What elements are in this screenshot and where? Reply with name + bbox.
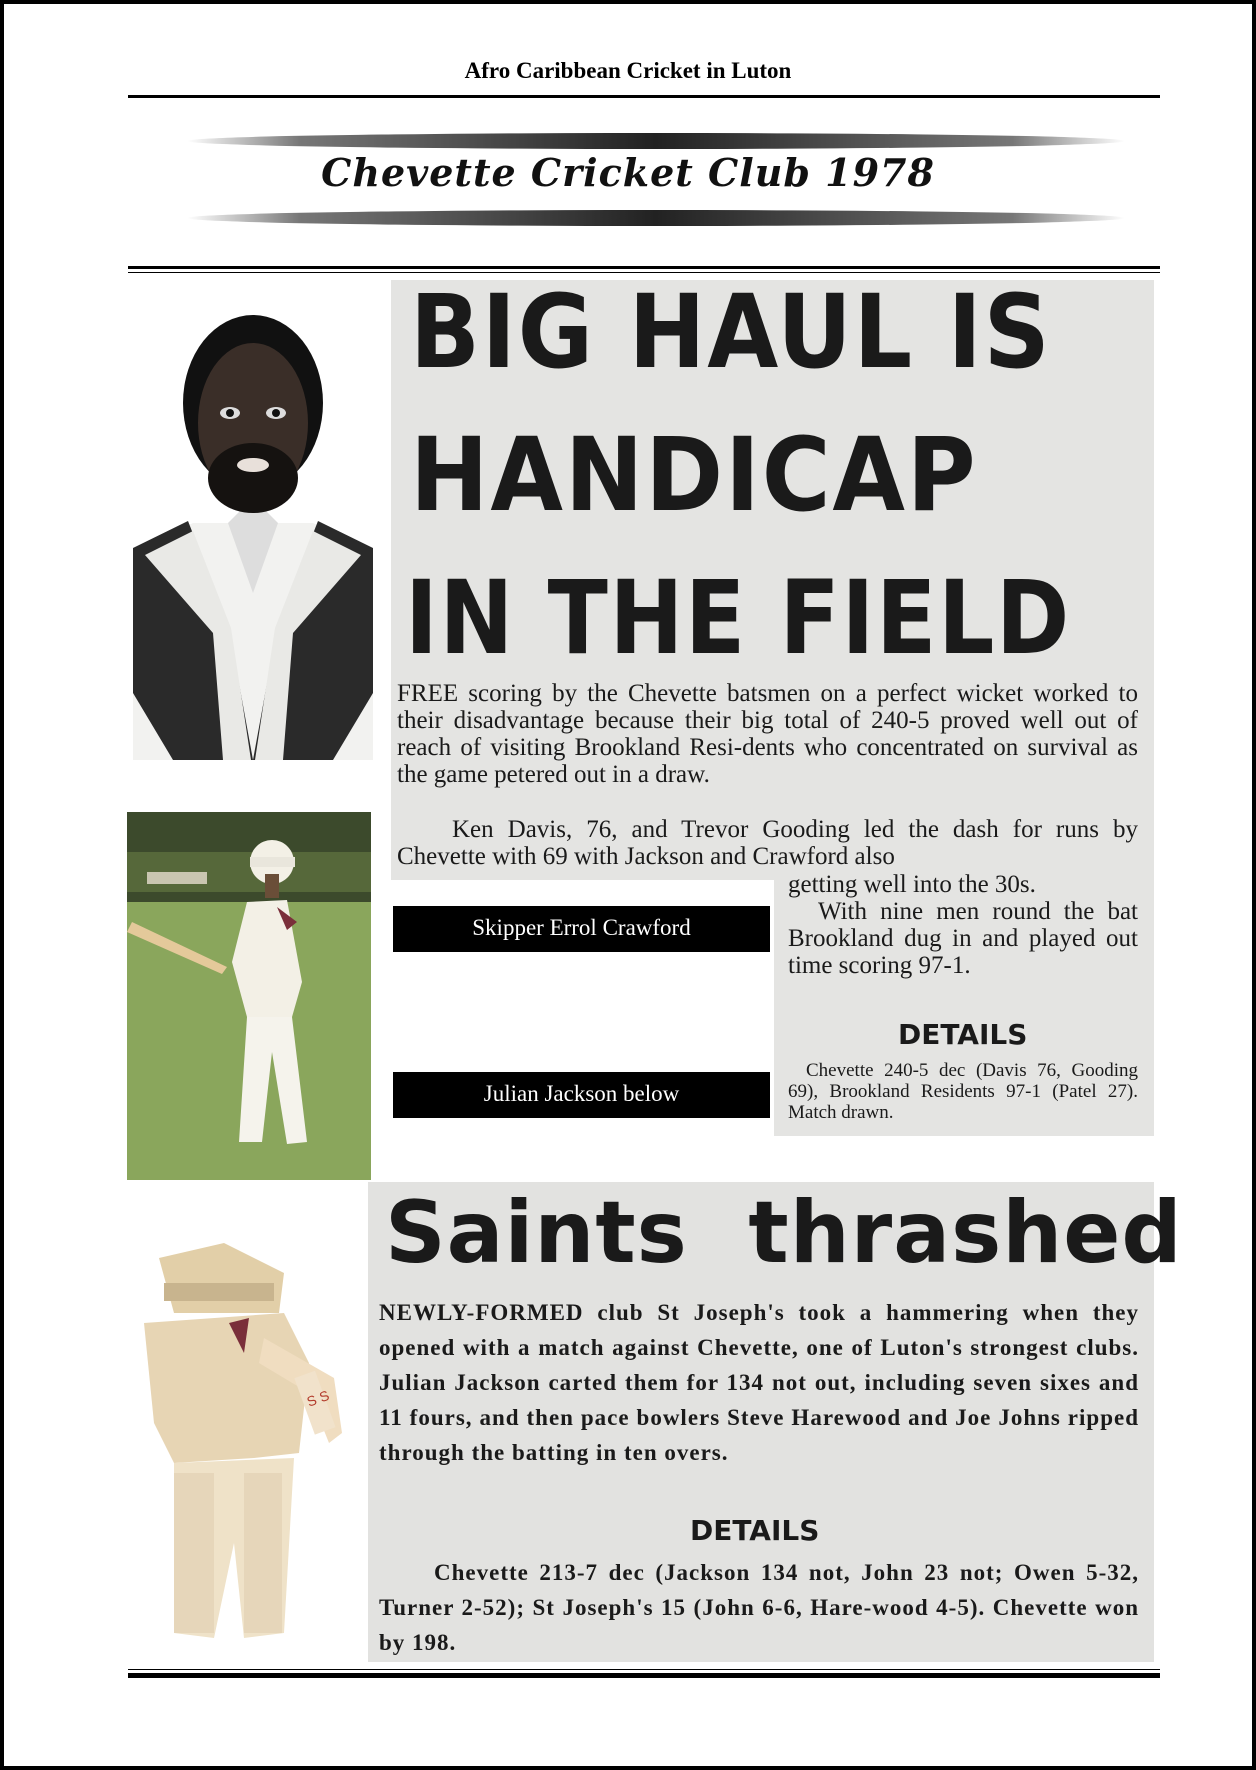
double-rule-bottom-b [128, 1673, 1160, 1678]
skipper-batting-photo [127, 812, 371, 1180]
article1-paragraph1: FREE scoring by the Chevette batsmen on a perfect wicket worked to their disadvantage because their big total of 240-5 proved well out of reach of visiting Brookland Resi-dents who concentrated on survival as the game petered out in a draw. [397, 680, 1138, 788]
article1-headline-line3: IN THE FIELD [405, 559, 1071, 678]
double-rule-top-a [128, 266, 1160, 269]
article2-headline: Saints thrashed [385, 1183, 1183, 1283]
caption-skipper: Skipper Errol Crawford [393, 906, 770, 952]
julian-jackson-photo [134, 1243, 348, 1643]
article1-details-heading: DETAILS [898, 1018, 1028, 1051]
caption-julian-jackson: Julian Jackson below [393, 1072, 770, 1118]
article1-details-text: Chevette 240-5 dec (Davis 76, Gooding 69), Brookland Residents 97-1 (Patel 27). Match drawn. [788, 1060, 1138, 1123]
article1-headline-line1: BIG HAUL IS [410, 273, 1052, 392]
article1-paragraph2-continued: getting well into the 30s. [788, 871, 1036, 898]
header-rule [128, 95, 1160, 98]
article2-details-heading: DETAILS [690, 1514, 820, 1547]
banner-bottom-bar [187, 210, 1125, 226]
banner-top-bar [187, 133, 1125, 149]
article2-details-text: Chevette 213-7 dec (Jackson 134 not, John 23 not; Owen 5-32, Turner 2-52); St Joseph's 15 (John 6-6, Hare-wood 4-5). Chevette won by 198. [379, 1560, 1139, 1655]
banner-title: Chevette Cricket Club 1978 [321, 150, 935, 195]
running-head: Afro Caribbean Cricket in Luton [464, 58, 792, 83]
article1-headline-line2: HANDICAP [410, 416, 978, 535]
svg-text:S S: S S [304, 1386, 332, 1410]
article2-paragraph1: NEWLY-FORMED club St Joseph's took a hammering when they opened with a match against Chevette, one of Luton's strongest clubs. Julian Jackson carted them for 134 not out, including seven sixes and 11 fours, and then pace bowlers Steve Harewood and Joe Johns ripped through the batting in ten overs. [379, 1300, 1139, 1465]
double-rule-bottom-a [128, 1669, 1160, 1670]
article1-paragraph3: With nine men round the bat Brookland dug in and played out time scoring 97-1. [788, 898, 1138, 979]
portrait-photo [133, 293, 373, 760]
article1-paragraph2: Ken Davis, 76, and Trevor Gooding led the dash for runs by Chevette with 69 with Jackson and Crawford also [397, 816, 1138, 870]
